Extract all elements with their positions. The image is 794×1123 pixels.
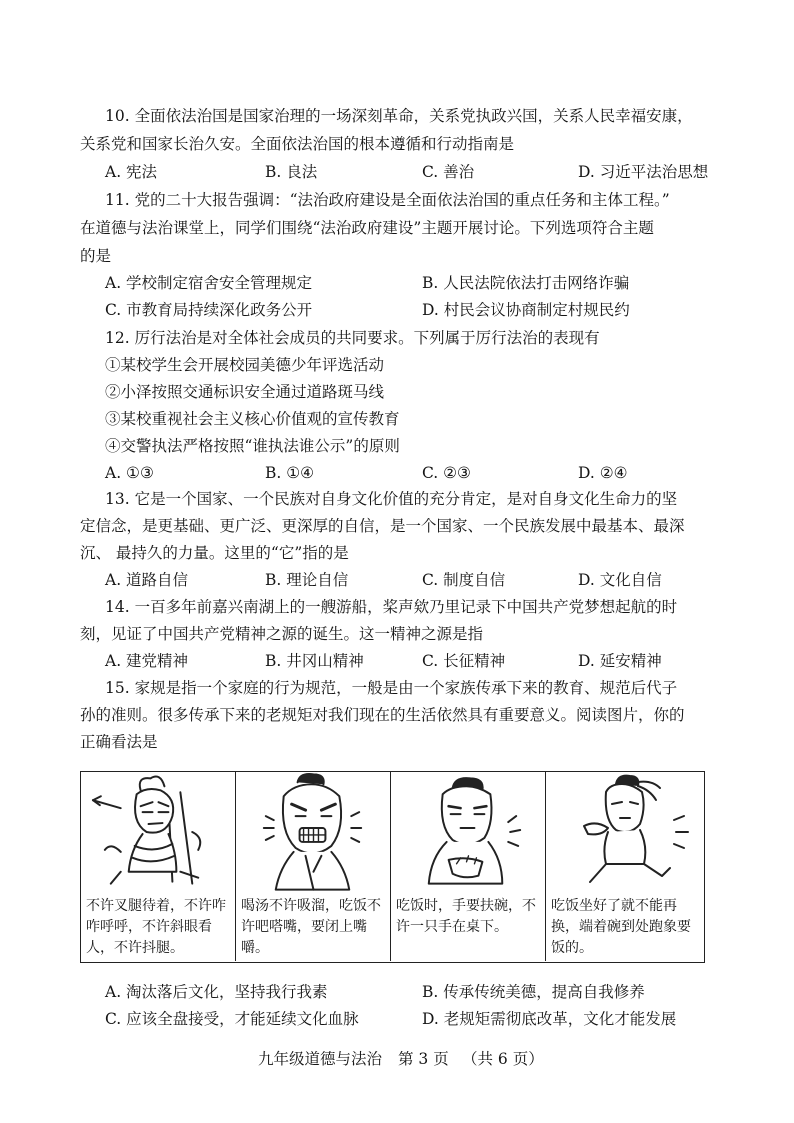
q11-stem-line1: 11. 党的二十大报告强调：“法治政府建设是全面依法治国的重点任务和主体工程。”: [105, 191, 670, 209]
q14-stem-line1: 14. 一百多年前嘉兴南湖上的一艘游船，桨声欸乃里记录下中国共产党梦想起航的时: [105, 598, 678, 616]
q12-option-b: B. ①④: [265, 464, 315, 482]
q10-option-a: A. 宪法: [105, 163, 158, 181]
q13-option-a: A. 道路自信: [105, 571, 189, 589]
q13-stem-line1: 13. 它是一个国家、一个民族对自身文化价值的充分肯定，是对自身文化生命力的坚: [105, 490, 678, 508]
q15-stem-line2: 孙的准则。很多传承下来的老规矩对我们现在的生活依然具有重要意义。阅读图片，你的: [80, 706, 685, 724]
q15-stem-line1: 15. 家规是指一个家庭的行为规范，一般是由一个家族传承下来的教育、规范后代子: [105, 679, 678, 697]
slouching-man-illustration: [81, 772, 235, 892]
q12-item-4: ④交警执法严格按照“谁执法谁公示”的原则: [105, 437, 400, 455]
q12-item-3: ③某校重视社会主义核心价值观的宣传教育: [105, 410, 400, 428]
q14-stem-line2: 刻，见证了中国共产党精神之源的诞生。这一精神之源是指: [80, 625, 484, 643]
q13-option-b: B. 理论自信: [265, 571, 349, 589]
comic-panel-2-caption: 喝汤不许吸溜，吃饭不许吧嗒嘴，要闭上嘴嚼。: [241, 898, 381, 956]
q15-stem-line3: 正确看法是: [80, 733, 158, 751]
running-man-illustration: [546, 772, 703, 892]
comic-panel-3-caption: 吃饭时，手要扶碗，不许一只手在桌下。: [396, 898, 536, 935]
comic-panel-4: [546, 772, 703, 961]
q10-option-d: D. 习近平法治思想: [578, 163, 709, 181]
comic-panel-1: [81, 772, 236, 961]
q15-option-d: D. 老规矩需彻底改革，文化才能发展: [422, 1010, 677, 1028]
q13-stem-line2: 定信念，是更基础、更广泛、更深厚的自信，是一个国家、一个民族发展中最基本、最深: [80, 517, 685, 535]
comic-panel-2: [236, 772, 391, 961]
q11-option-c: C. 市教育局持续深化政务公开: [105, 301, 313, 319]
q12-option-c: C. ②③: [422, 464, 471, 482]
footer-subject: 九年级道德与法治: [258, 1050, 383, 1068]
q14-option-b: B. 井冈山精神: [265, 652, 364, 670]
q11-option-a: A. 学校制定宿舍安全管理规定: [105, 274, 313, 292]
q11-option-d: D. 村民会议协商制定村规民约: [422, 301, 630, 319]
q12-item-2: ②小泽按照交通标识安全通过道路斑马线: [105, 383, 385, 401]
q15-option-b: B. 传承传统美德，提高自我修养: [422, 983, 645, 1001]
comic-panel-3: [391, 772, 546, 961]
q12-option-a: A. ①③: [105, 464, 154, 482]
q10-option-c: C. 善治: [422, 163, 475, 181]
q14-option-d: D. 延安精神: [578, 652, 662, 670]
footer-page-number: 第 3 页: [398, 1050, 449, 1068]
q11-stem-line3: 的是: [80, 247, 112, 265]
comic-panel-4-caption: 吃饭坐好了就不能再换，端着碗到处跑象要饭的。: [551, 898, 691, 956]
q12-item-1: ①某校学生会开展校园美德少年评选活动: [105, 356, 385, 374]
q10-stem-line1: 10. 全面依法治国是国家治理的一场深刻革命，关系党执政兴国，关系人民幸福安康，: [105, 107, 693, 125]
q10-stem-line2: 关系党和国家长治久安。全面依法治国的根本遵循和行动指南是: [80, 135, 515, 153]
q13-option-d: D. 文化自信: [578, 571, 662, 589]
q12-option-d: D. ②④: [578, 464, 628, 482]
q10-option-b: B. 良法: [265, 163, 318, 181]
q14-option-c: C. 长征精神: [422, 652, 506, 670]
footer-total-pages: （共 6 页）: [462, 1050, 544, 1068]
q13-stem-line3: 沉、 最持久的力量。这里的“它”指的是: [80, 544, 349, 562]
q13-option-c: C. 制度自信: [422, 571, 506, 589]
eating-man-illustration: [391, 772, 545, 892]
q12-stem-line1: 12. 厉行法治是对全体社会成员的共同要求。下列属于厉行法治的表现有: [105, 329, 600, 347]
comic-panel-1-caption: 不许叉腿待着，不许咋咋呼呼，不许斜眼看人，不许抖腿。: [86, 898, 226, 956]
q15-option-a: A. 淘汰落后文化，坚持我行我素: [105, 983, 328, 1001]
q15-option-c: C. 应该全盘接受，才能延续文化血脉: [105, 1010, 359, 1028]
q14-option-a: A. 建党精神: [105, 652, 189, 670]
q11-stem-line2: 在道德与法治课堂上，同学们围绕“法治政府建设”主题开展讨论。下列选项符合主题: [80, 219, 654, 237]
q11-option-b: B. 人民法院依法打击网络诈骗: [422, 274, 630, 292]
comic-strip: [80, 771, 705, 963]
chewing-man-illustration: [236, 772, 390, 892]
